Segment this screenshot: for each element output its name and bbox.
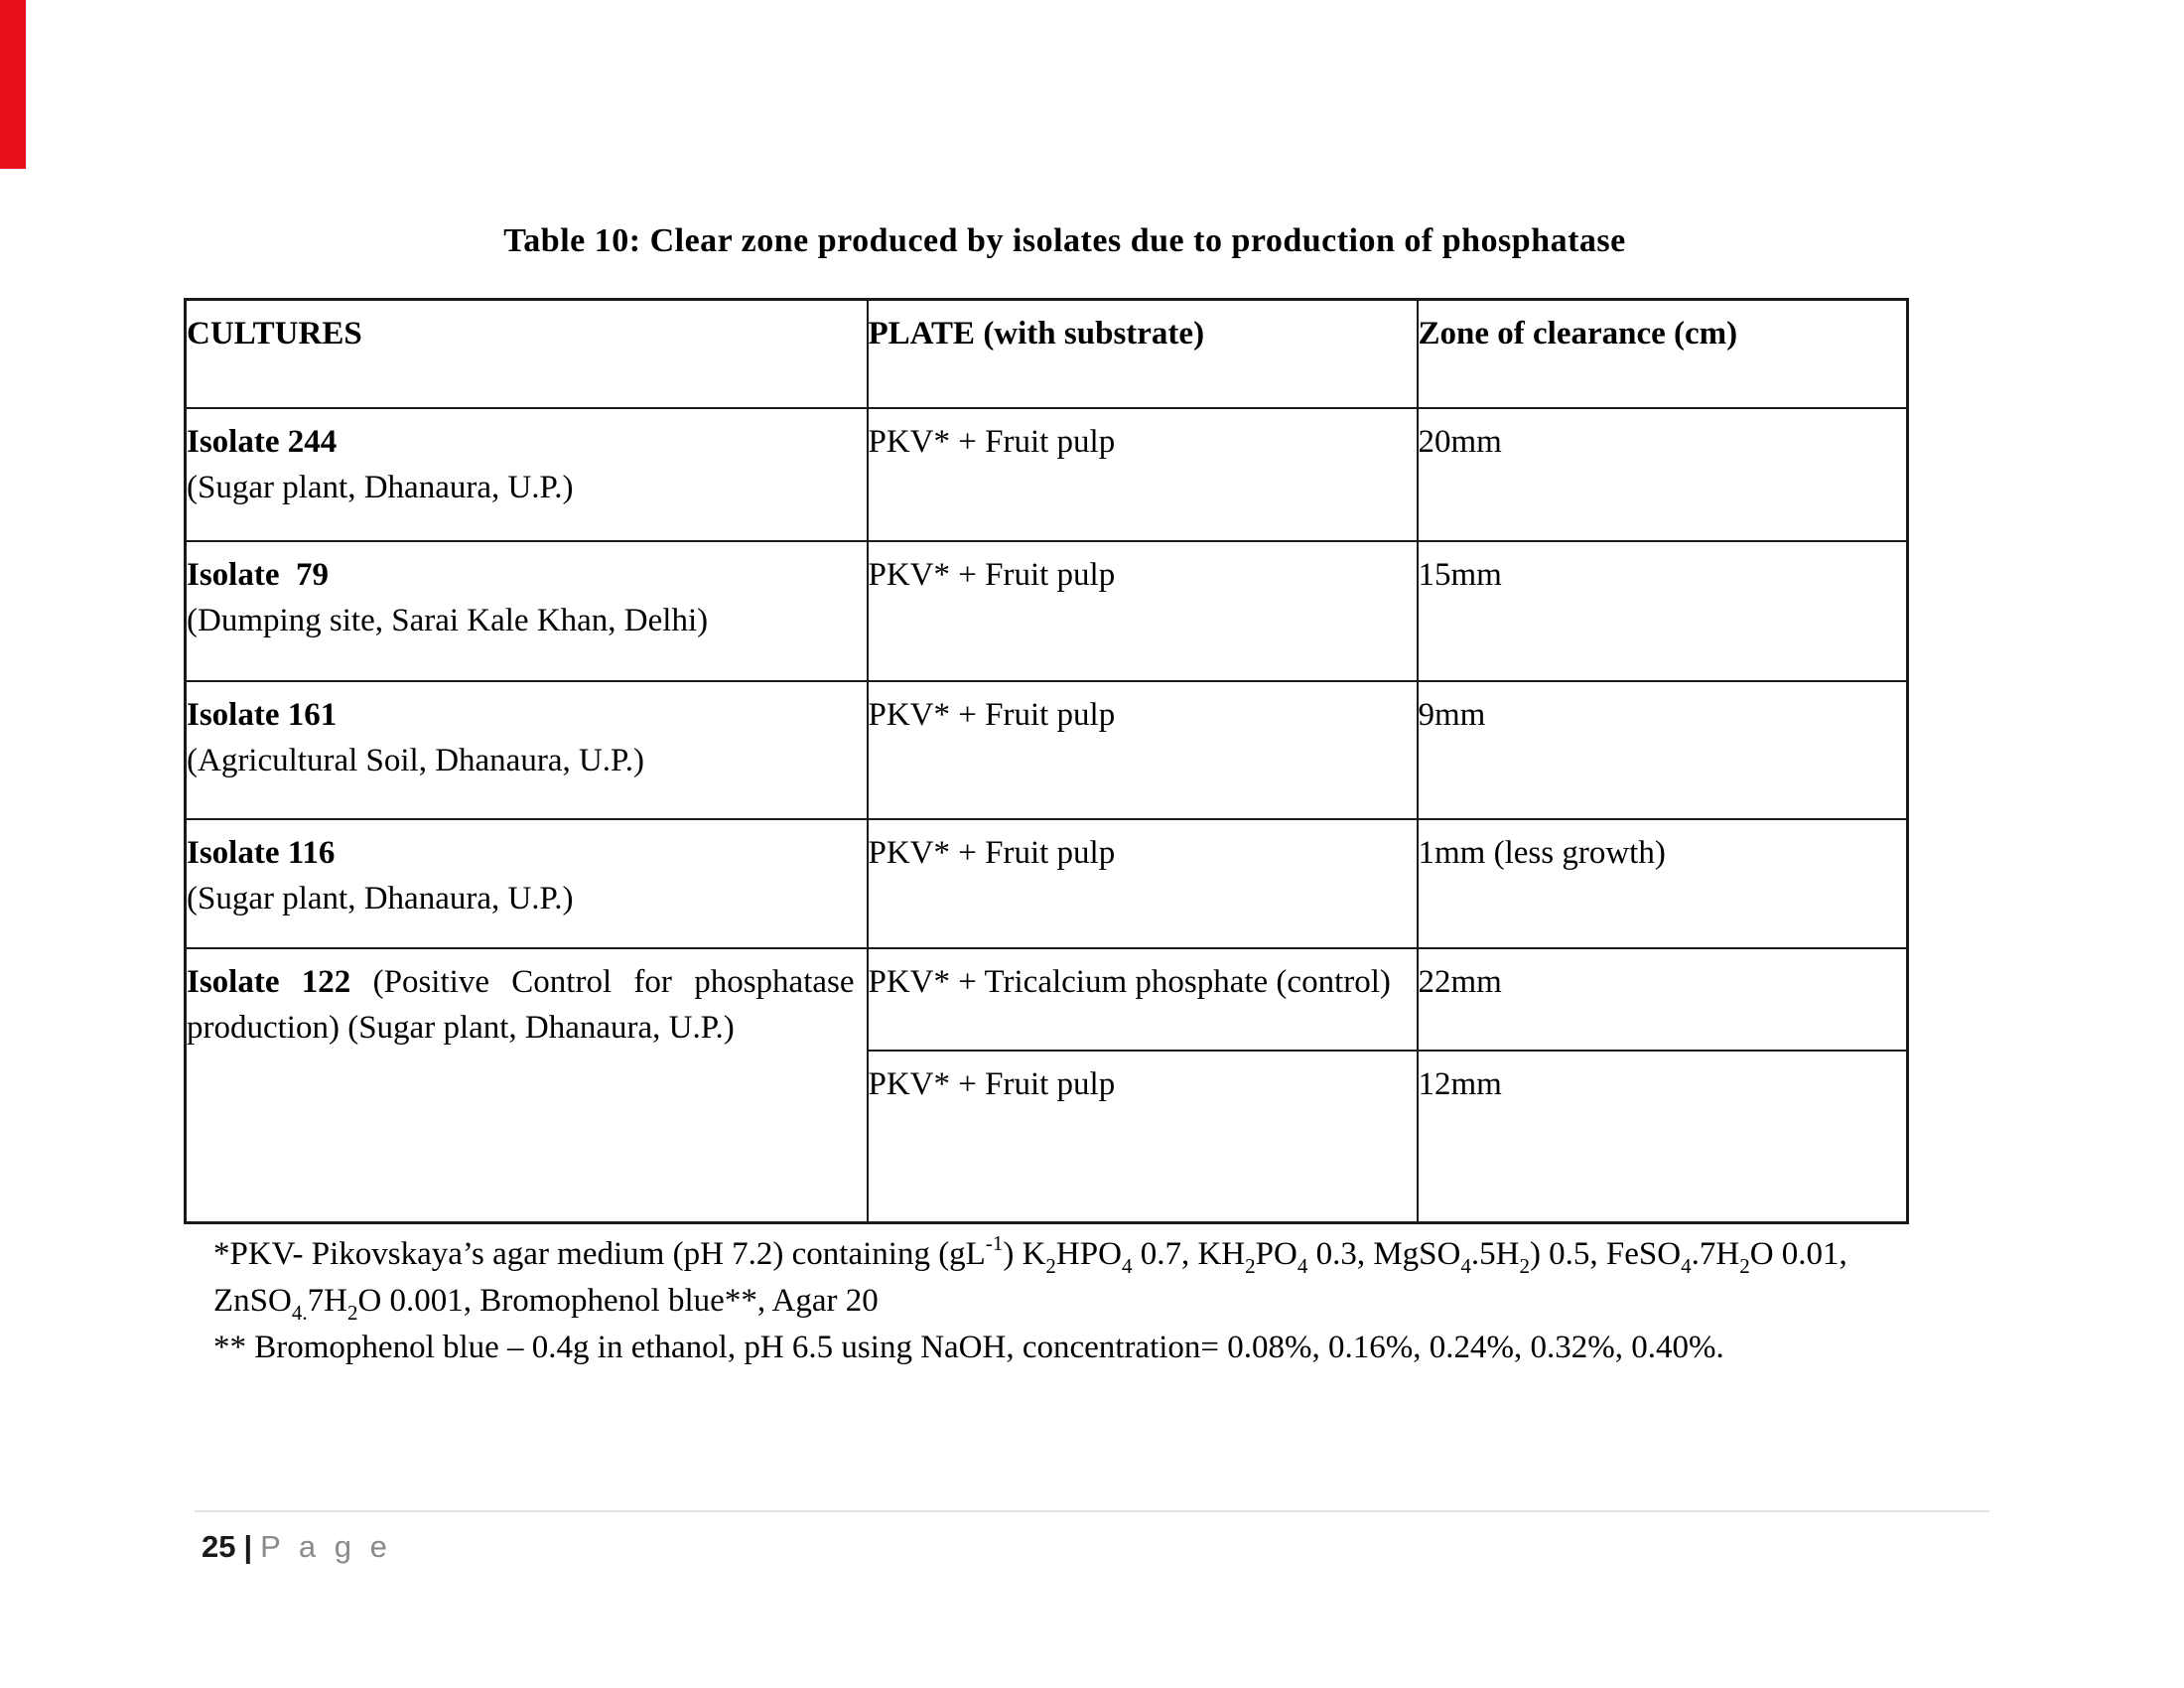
footnotes bbox=[213, 1231, 1980, 1371]
culture-name: Isolate 122 bbox=[187, 963, 351, 1000]
zone-cell: 15mm bbox=[1418, 541, 1908, 681]
culture-name: Isolate 116 bbox=[187, 834, 336, 871]
zone-cell: 22mm bbox=[1418, 948, 1908, 1051]
plate-cell: PKV* + Fruit pulp bbox=[868, 1051, 1418, 1223]
results-table bbox=[184, 298, 1909, 1224]
footnote-bromophenol: ** Bromophenol blue – 0.4g in ethanol, pH 6.5 using NaOH, concentration= 0.08%, 0.16%, 0.24%, 0.32%, 0.40%. bbox=[213, 1330, 1724, 1365]
footer-separator: | bbox=[243, 1529, 253, 1564]
red-accent-bar bbox=[0, 0, 26, 169]
zone-cell: 20mm bbox=[1418, 408, 1908, 541]
culture-name: Isolate 161 bbox=[187, 696, 338, 733]
culture-cell bbox=[186, 819, 868, 948]
footer-divider bbox=[195, 1510, 1989, 1512]
table-row bbox=[186, 541, 1908, 681]
culture-name: Isolate 79 bbox=[187, 556, 329, 593]
table-row bbox=[186, 819, 1908, 948]
plate-cell: PKV* + Fruit pulp bbox=[868, 819, 1418, 948]
zone-cell: 9mm bbox=[1418, 681, 1908, 819]
culture-detail: (Dumping site, Sarai Kale Khan, Delhi) bbox=[187, 602, 709, 638]
header-row bbox=[186, 300, 1908, 408]
table-title: Table 10: Clear zone produced by isolates due to production of phosphatase bbox=[503, 222, 1626, 259]
footer-label: P a g e bbox=[260, 1529, 392, 1564]
culture-detail: (Sugar plant, Dhanaura, U.P.) bbox=[187, 469, 574, 505]
page-number: 25 bbox=[202, 1529, 236, 1564]
table-row bbox=[186, 408, 1908, 541]
culture-cell bbox=[186, 408, 868, 541]
zone-cell: 1mm (less growth) bbox=[1418, 819, 1908, 948]
plate-cell: PKV* + Fruit pulp bbox=[868, 408, 1418, 541]
plate-cell: PKV* + Tricalcium phosphate (control) bbox=[868, 948, 1418, 1051]
culture-detail: (Positive Control for phosphatase production) (Sugar plant, Dhanaura, U.P.) bbox=[187, 963, 855, 1046]
plate-cell: PKV* + Fruit pulp bbox=[868, 681, 1418, 819]
culture-name: Isolate 244 bbox=[187, 423, 338, 460]
column-header-plate: PLATE (with substrate) bbox=[868, 300, 1418, 408]
table-row bbox=[186, 948, 1908, 1051]
column-header-cultures: CULTURES bbox=[186, 300, 868, 408]
footnote-pkv-line2: ZnSO4.7H2O 0.001, Bromophenol blue**, Agar 20 bbox=[213, 1283, 879, 1325]
culture-cell bbox=[186, 948, 868, 1223]
culture-detail: (Agricultural Soil, Dhanaura, U.P.) bbox=[187, 742, 644, 778]
culture-cell bbox=[186, 681, 868, 819]
table-row bbox=[186, 681, 1908, 819]
footnote-pkv-line1: *PKV- Pikovskaya’s agar medium (pH 7.2) containing (gL-1) K2HPO4 0.7, KH2PO4 0.3, MgSO4.5H2) 0.5, FeSO4.7H2O 0.01, bbox=[213, 1231, 1847, 1278]
column-header-zone: Zone of clearance (cm) bbox=[1418, 300, 1908, 408]
culture-cell bbox=[186, 541, 868, 681]
culture-detail: (Sugar plant, Dhanaura, U.P.) bbox=[187, 880, 574, 916]
zone-cell: 12mm bbox=[1418, 1051, 1908, 1223]
plate-cell: PKV* + Fruit pulp bbox=[868, 541, 1418, 681]
page-footer bbox=[202, 1529, 392, 1565]
